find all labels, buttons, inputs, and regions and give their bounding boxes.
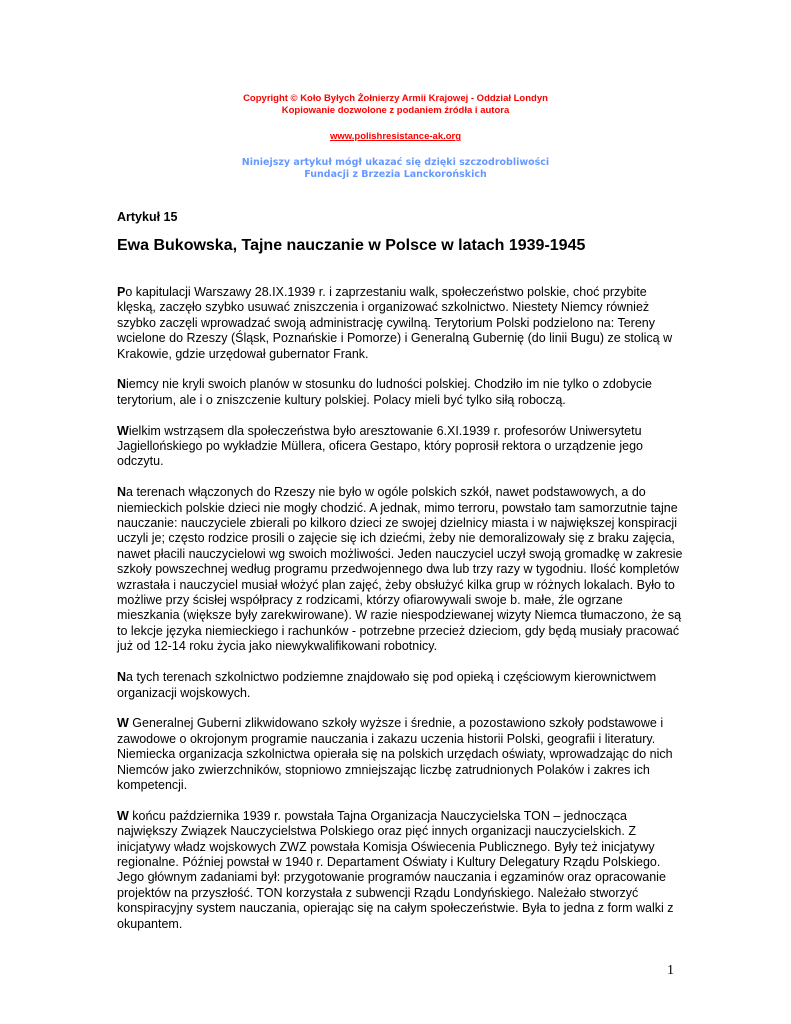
paragraph-initial: N [117, 377, 127, 392]
paragraph-initial: W [117, 808, 129, 823]
paragraph-initial: N [117, 670, 127, 685]
paragraph-text: iemcy nie kryli swoich planów w stosunku do ludności polskiej. Chodziło im nie tylko o zdobycie terytorium, ale i o zniszczenie kultury polskiej. Polacy mieli być tylko siłą roboczą. [117, 377, 652, 407]
sponsor-line-1: Niniejszy artykuł mógł ukazać się dzięki szczodrobliwości [241, 157, 550, 168]
paragraph-initial: P [117, 285, 126, 299]
paragraph [117, 670, 687, 701]
paragraph [117, 809, 687, 932]
sponsor-line-2: Fundacji z Brzezia Lanckorońskich [304, 169, 487, 180]
paragraph-text: o kapitulacji Warszawy 28.IX.1939 r. i zaprzestaniu walk, społeczeństwo polskie, choć przybite klęską, zaczęło szybko usuwać zniszczenia i organizować szkolnictwo. Niestety Niemcy również szybko zaczęli wprowadzać swoją administrację cywilną. Terytorium Polski podzielono na: Tereny wcielone do Rzeszy (Śląsk, Poznańskie i Pomorze) i Generalną Gubernię (do linii Bugu) ze stolicą w Krakowie, gdzie urzędował gubernator Frank. [117, 285, 673, 361]
copyright-line: Copyright © Koło Byłych Żołnierzy Armii Krajowej - Oddział Londyn [243, 93, 548, 104]
paragraph [117, 377, 687, 408]
article-title: Ewa Bukowska, Tajne nauczanie w Polsce w latach 1939-1945 [117, 237, 586, 254]
paragraph [117, 485, 687, 654]
paragraph [117, 716, 687, 793]
article-body [117, 285, 687, 947]
copy-permission-line: Kopiowanie dozwolone z podaniem źródła i autora [281, 105, 510, 116]
sponsor-note [0, 157, 791, 181]
paragraph-text: ielkim wstrząsem dla społeczeństwa było aresztowanie 6.XI.1939 r. profesorów Uniwersytetu Jagiellońskiego po wykładzie Müllera, oficera Gestapo, który poprosił rektora o urządzenie jego odczytu. [117, 423, 643, 469]
paragraph-initial: N [117, 485, 127, 500]
paragraph-text: a tych terenach szkolnictwo podziemne znajdowało się pod opieką i częściowym kierownictwem organizacji wojskowych. [117, 670, 657, 700]
paragraph-text: końcu października 1939 r. powstała Tajna Organizacja Nauczycielska TON – jednocząca największy Związek Nauczycielstwa Polskiego oraz pięć innych organizacji nauczycielskich. Z inicjatywy władz wojskowych ZWZ powstała Komisja Oświecenia Publicznego. Były też inicjatywy regionalne. Później powstał w 1940 r. Departament Oświaty i Kultury Delegatury Rządu Polskiego. Jego głównym zadaniami był: przygotowanie programów nauczania i egzaminów oraz opracowanie projektów na przyszłość. TON korzystała z subwencji Rządu Londyńskiego. Należało stworzyć konspiracyjny system nauczania, opierając się na całym społeczeństwie. Była to jedna z form walki z okupantem. [117, 808, 674, 931]
copyright-header [0, 93, 791, 117]
article-number: Artykuł 15 [117, 210, 178, 224]
paragraph-text: Generalnej Guberni zlikwidowano szkoły wyższe i średnie, a pozostawiono szkoły podstawowe i zawodowe o okrojonym programie nauczania i zakazu uczenia historii Polski, geografii i literatury. Niemiecka organizacja szkolnictwa opierała się na polskich urzędach oświaty, wprowadzając do nich Niemców jako zwierzchników, stopniowo zmniejszając liczbę zatrudnionych Polaków i zakres ich kompetencji. [117, 716, 673, 792]
paragraph [117, 424, 687, 470]
page-number: 1 [667, 963, 674, 978]
paragraph-initial: W [117, 716, 129, 731]
paragraph [117, 285, 687, 362]
paragraph-initial: W [117, 423, 129, 438]
website-link[interactable]: www.polishresistance-ak.org [329, 131, 462, 142]
paragraph-text: a terenach włączonych do Rzeszy nie było w ogóle polskich szkół, nawet podstawowych, a do niemieckich polskie dzieci nie mogły chodzić. A jednak, mimo terroru, powstało tam samorzutnie tajne nauczanie: nauczyciele zbierali po kilkoro dzieci ze swojej dzielnicy miasta i w największej konspiracji uczyli je; często rodzice prosili o zajęcie się ich dziećmi, żeby nie demoralizowały się z braku zajęcia, nawet płacili nauczycielowi wg swoich możliwości. Jeden nauczyciel uczył swoją gromadkę w zakresie szkoły powszechnej według programu przedwojennego dwa lub trzy razy w tygodniu. Ilość kompletów wzrastała i nauczyciel musiał włożyć plan zajęć, żeby obsłużyć kilka grup w różnych lokalach. Było to możliwe przy ścisłej współpracy z rodzicami, którzy ofiarowywali swoje b. małe, źle ogrzane mieszkania (większe były zarekwirowane). W razie niespodziewanej wizyty Niemca tłumaczono, że są to lekcje języka niemieckiego i rachunków - potrzebne przecież dzieciom, gdy będą musiały pracować już od 12-14 roku życia jako niewykwalifikowani robotnicy. [117, 485, 683, 654]
